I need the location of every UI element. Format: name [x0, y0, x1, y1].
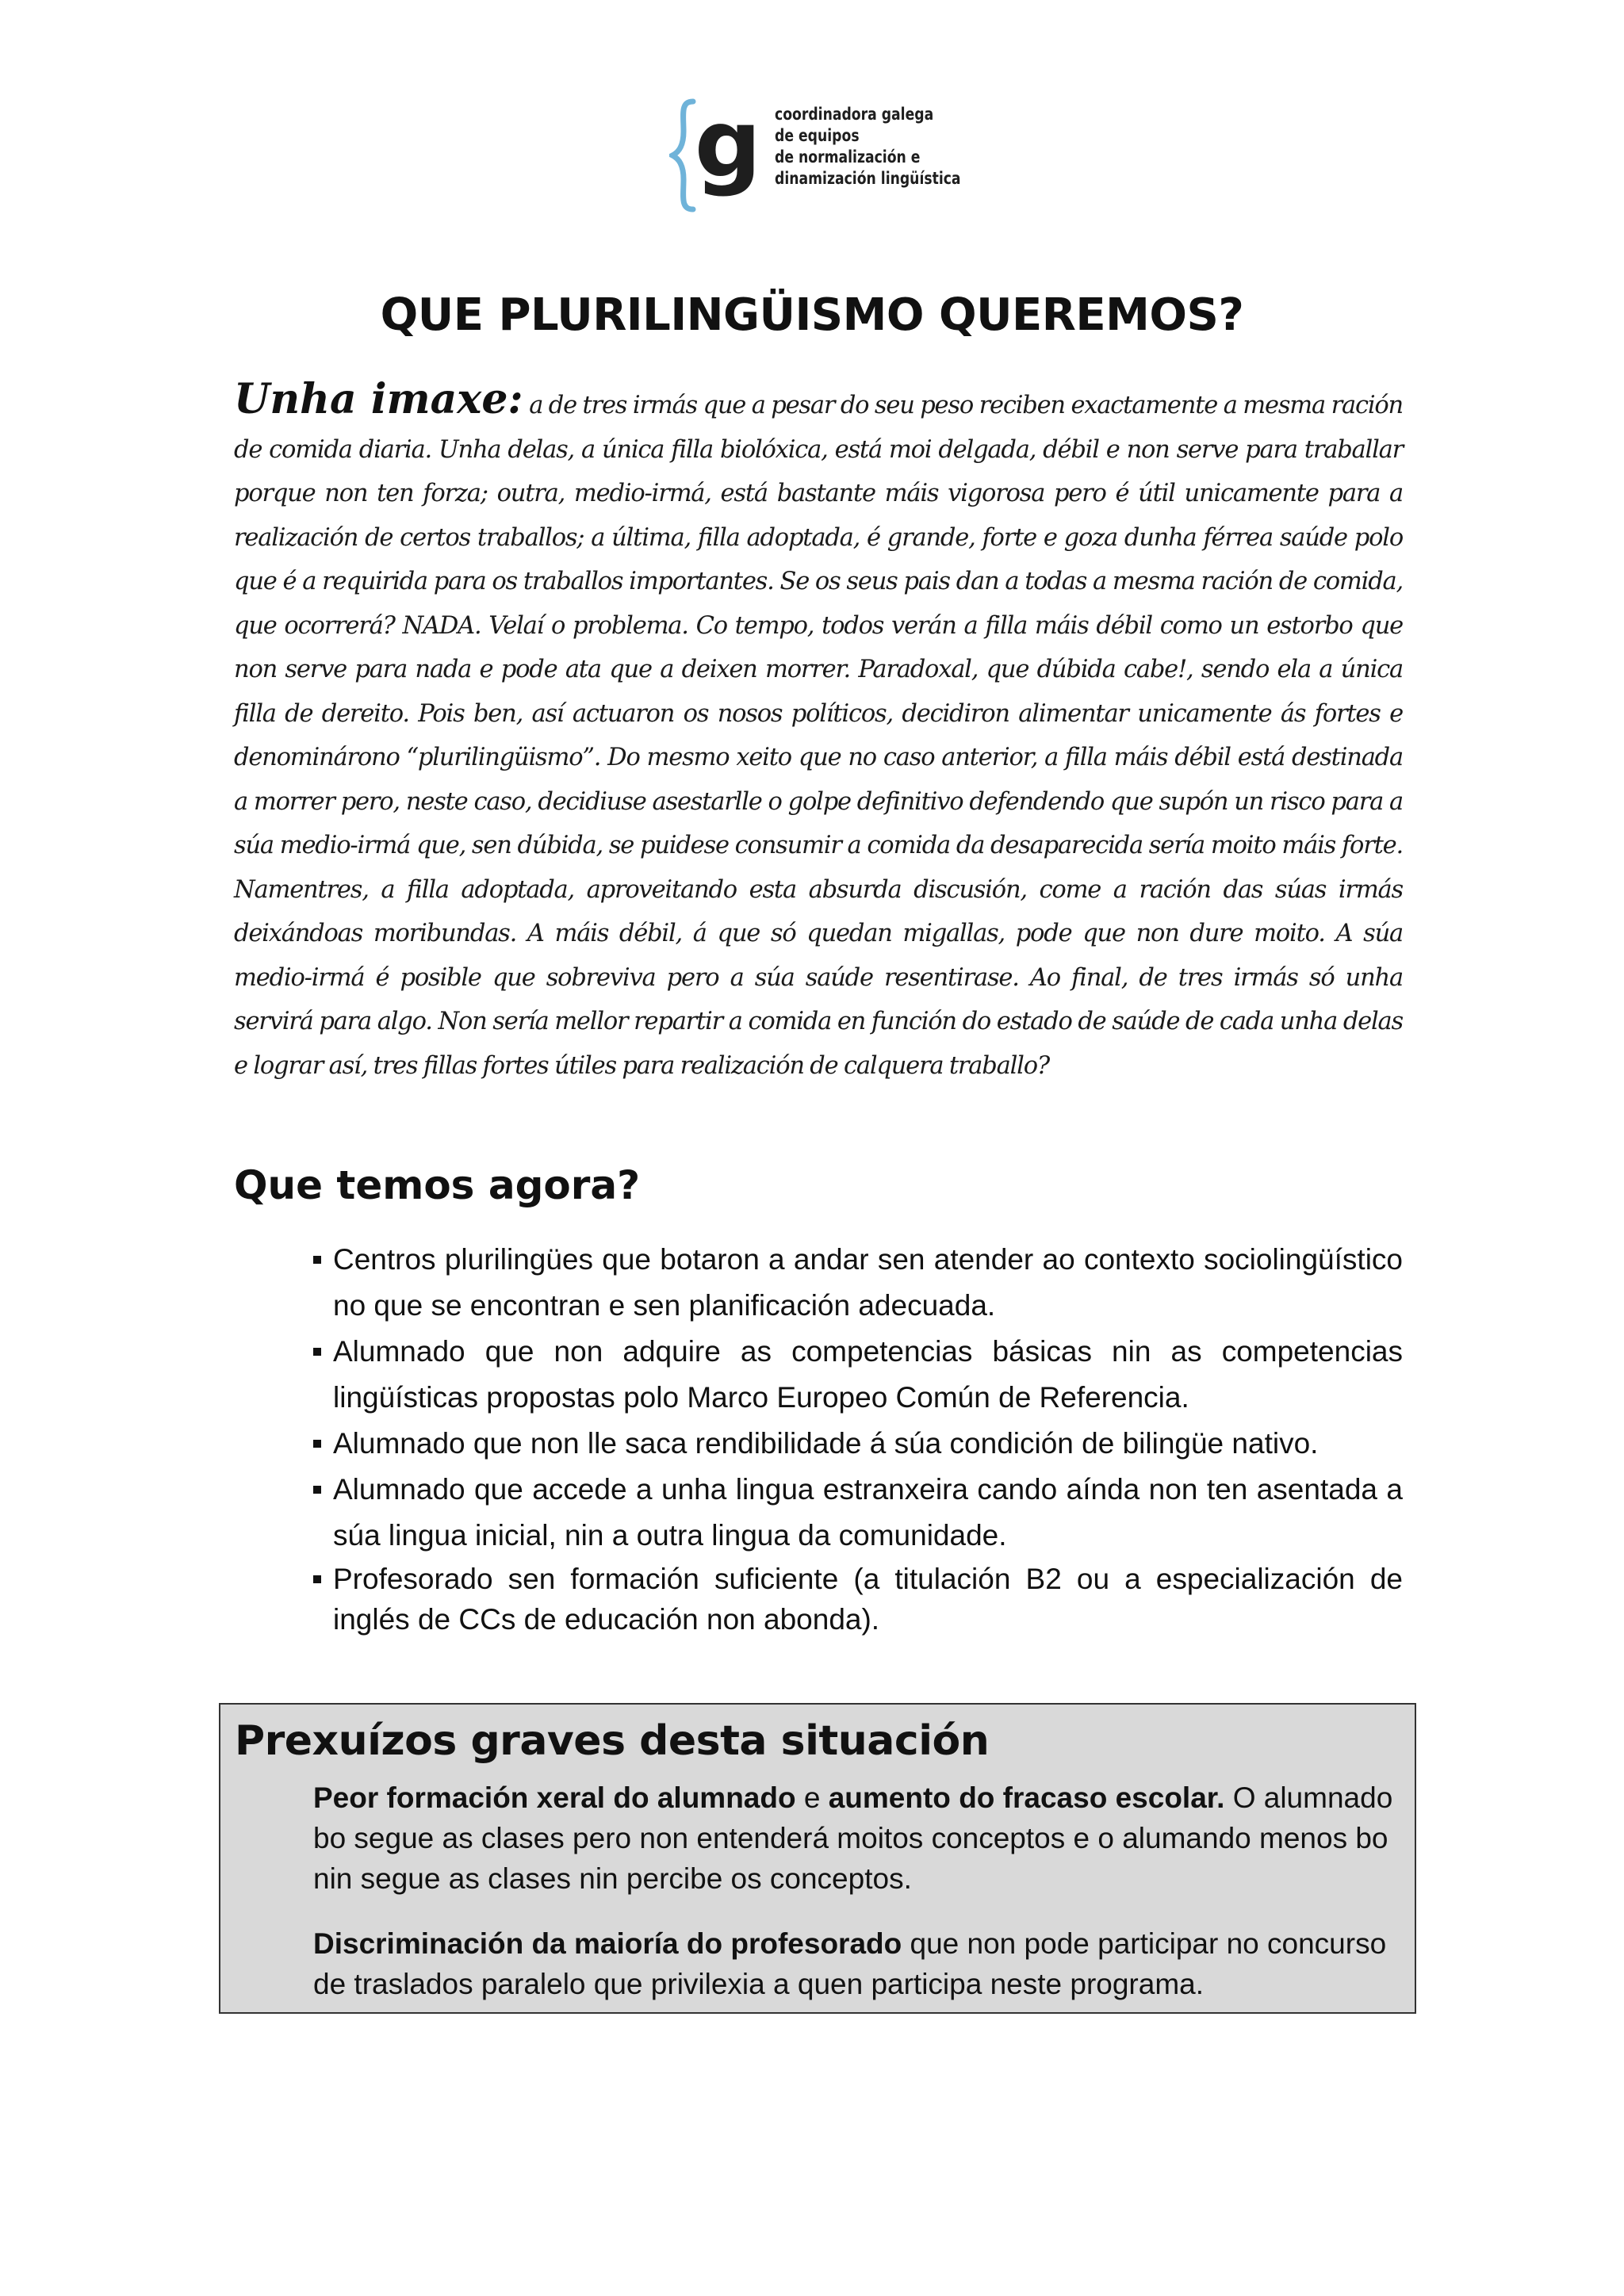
bold-phrase: Discriminación da maioría do profesorado	[313, 1927, 902, 1960]
intro-lead: Unha imaxe:	[234, 375, 523, 423]
page-title: QUE PLURILINGÜISMO QUEREMOS?	[380, 289, 1244, 341]
list-item: Alumnado que accede a unha lingua estranxeira cando aínda non ten asentada a súa lingua inicial, nin a outra lingua da comunidade.	[313, 1467, 1403, 1559]
list-item: Alumnado que non adquire as competencias básicas nin as competencias lingüísticas propostas polo Marco Europeo Común de Referencia.	[313, 1329, 1403, 1421]
logo-line: de normalización e	[775, 147, 921, 166]
bold-phrase: Peor formación xeral do alumnado	[313, 1781, 796, 1814]
intro-paragraph	[234, 377, 1403, 1088]
consequences-box	[219, 1703, 1416, 2014]
logo-line: de equipos	[775, 126, 860, 145]
box-title: Prexuízos graves desta situación	[235, 1717, 990, 1765]
bold-phrase: aumento do fracaso escolar.	[828, 1781, 1225, 1814]
paragraph-text: O alumnado bo segue as clases pero non entenderá moitos conceptos e o alumando menos bo nin segue as clases nin percibe os conceptos.	[313, 1781, 1393, 1895]
connector-text: e	[795, 1781, 829, 1814]
organization-logo	[669, 97, 1002, 216]
intro-text: a de tres irmás que a pesar do seu peso reciben exactamente a mesma ración de comida diaria. Unha delas, a única filla biolóxica, está moi delgada, débil e non serve para traballar porque non ten forza; outra, medio-irmá, está bastante máis vigorosa pero é útil unicamente para a realización de certos traballos; a última, filla adoptada, é grande, forte e goza dunha férrea saúde polo que é a requirida para os traballos importantes. Se os seus pais dan a todas a mesma ración de comida, que ocorrerá? NADA. Velaí o problema. Co tempo, todos verán a filla máis débil como un estorbo que non serve para nada e pode ata que a deixen morrer. Paradoxal, que dúbida cabe!, sendo ela a única filla de dereito. Pois ben, así actuaron os nosos políticos, decidiron alimentar unicamente ás fortes e denomináronо “plurilingüismo”. Do mesmo xeito que no caso anterior, a filla máis débil está destinada a morrer pero, neste caso, decidiuse asestarlle o golpe definitivo defendendo que supón un risco para a súa medio-irmá que, sen dúbida, se puidese consumir a comida da desaparecida sería moito máis forte. Namentres, a filla adoptada, aproveitando esta absurda discusión, come a ración das súas irmás deixándoas moribundas. A máis débil, á que só quedan migallas, pode que non dure moito. A súa medio-irmá é posible que sobreviva pero a súa saúde resentirase. Ao final, de tres irmás só unha servirá para algo. Non sería mellor repartir a comida en función do estado de saúde de cada unha delas e lograr así, tres fillas fortes útiles para realización de calquera traballo?	[234, 392, 1403, 1080]
section-heading: Que temos agora?	[234, 1162, 641, 1208]
paragraph-text: que non pode participar no concurso de traslados paralelo que privilexia a quen participa neste programa.	[313, 1927, 1387, 2000]
list-item: Centros plurilingües que botaron a andar sen atender ao contexto sociolingüístico no que se encontran e sen planificación adecuada.	[313, 1237, 1403, 1329]
logo-letter: g	[694, 97, 762, 198]
list-item: Alumnado que non lle saca rendibilidade á súa condición de bilingüe nativo.	[313, 1421, 1403, 1467]
box-paragraph	[313, 1923, 1404, 2004]
list-item: Profesorado sen formación suficiente (a titulación B2 ou a especialización de inglés de CCs de educación non abonda).	[313, 1559, 1403, 1640]
logo-line: dinamización lingüística	[775, 169, 961, 188]
logo-line: coordinadora galega	[775, 105, 934, 124]
logo-text	[775, 104, 961, 189]
current-situation-list	[313, 1237, 1403, 1640]
box-paragraph	[313, 1777, 1404, 1899]
logo-mark-icon	[669, 97, 772, 216]
